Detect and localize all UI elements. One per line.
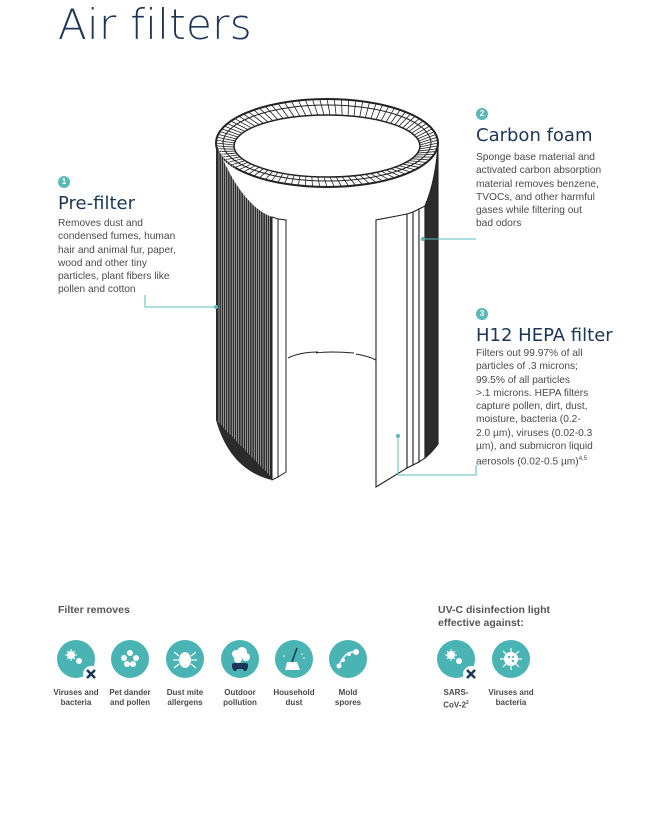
callout-title: Pre-filter <box>58 193 135 214</box>
icon-item-dust-mite: Dust mite allergens <box>155 640 215 708</box>
callout-title: Carbon foam <box>476 125 593 146</box>
icon-item-uvc-viruses: Viruses and bacteria <box>481 640 541 708</box>
paw-flower-icon <box>111 640 149 678</box>
mold-spores-icon <box>329 640 367 678</box>
hidden-edge <box>288 352 376 360</box>
icon-item-mold-spores: Mold spores <box>318 640 378 708</box>
icon-item-viruses: Viruses and bacteria <box>46 640 106 708</box>
cut-section-right <box>376 143 438 487</box>
callout-number-badge: 3 <box>476 308 488 320</box>
page-title: Air filters <box>58 0 252 49</box>
callout-carbon-foam <box>476 108 656 231</box>
callout-title: H12 HEPA filter <box>476 325 613 346</box>
broom-icon <box>275 640 313 678</box>
callout-prefilter <box>58 176 228 297</box>
virus-x-icon <box>437 640 475 678</box>
callout-description: Sponge base material and activated carbon absorption material removes benzene, TVOCs, and other harmful gases while filtering out bad odors <box>476 152 602 230</box>
icon-item-household-dust: Household dust <box>264 640 324 708</box>
icon-item-outdoor-pollution: Outdoor pollution <box>210 640 270 708</box>
dust-mite-icon <box>166 640 204 678</box>
callout-hepa-filter <box>476 308 656 469</box>
virus-x-icon <box>57 640 95 678</box>
callout-number-badge: 2 <box>476 108 488 120</box>
virus-icon <box>492 640 530 678</box>
icon-item-pet-dander: Pet dander and pollen <box>100 640 160 708</box>
callout-description: Removes dust and condensed fumes, human hair and animal fur, paper, wood and other tiny particles, plant fibers like pollen and cotton <box>58 218 176 296</box>
callout-description: Filters out 99.97% of all particles of .3 microns; 99.5% of all particles >.1 microns. HEPA filters capture pollen, dirt, dust, moisture, bacteria (0.2- 2.0 µm), viruses (0.02-0.3 µm), and submicron liquid aerosols (0.02-0.5 µm)$^{4,5}$ <box>476 348 593 468</box>
callout-number-badge: 1 <box>58 176 70 188</box>
inner-layers-left <box>272 217 286 480</box>
factory-smoke-icon <box>221 640 259 678</box>
icon-item-sars-cov-2: SARS- CoV-$2^2$ <box>426 640 486 711</box>
uvc-heading: UV-C disinfection light effective against: <box>438 604 550 629</box>
filter-removes-heading: Filter removes <box>58 604 130 616</box>
